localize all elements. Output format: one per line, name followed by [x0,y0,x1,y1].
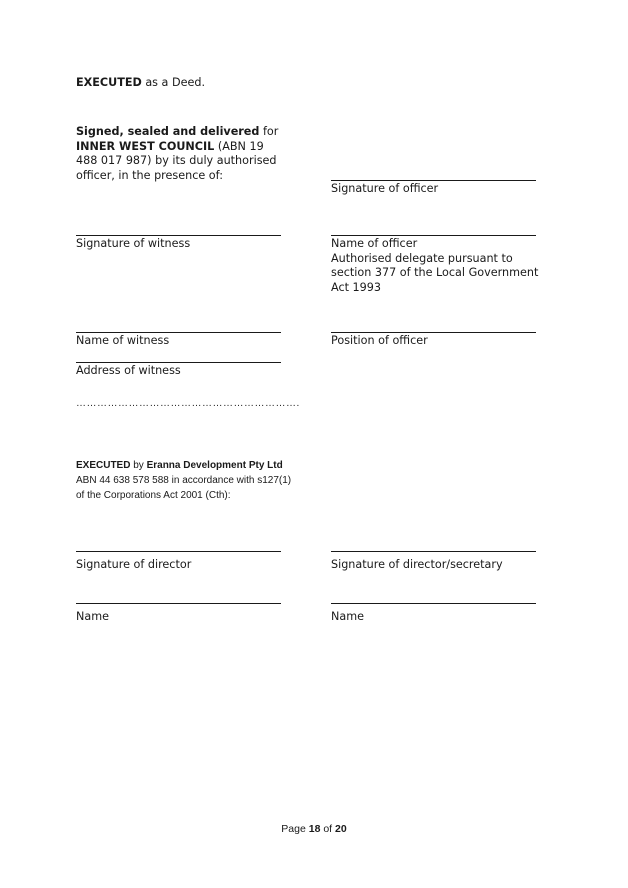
signature-of-director-line[interactable] [76,551,281,552]
executed-rest: as a Deed. [141,76,206,89]
authorised-delegate-line3: Act 1993 [331,280,382,294]
page-current: 18 [308,823,321,835]
name-of-officer-line[interactable] [331,235,536,236]
signature-of-officer-line[interactable] [331,180,536,181]
position-of-officer-label: Position of officer [331,334,428,347]
director-name-label: Name [76,610,110,623]
authorised-delegate-line1: Authorised delegate pursuant to [331,251,513,265]
signature-of-director-secretary-line[interactable] [331,551,536,552]
name-of-witness-label: Name of witness [76,334,170,347]
address-of-witness-line[interactable] [76,362,281,363]
council-signing-block [76,125,286,183]
company-name: Eranna Development Pty Ltd [146,460,283,471]
page-footer [0,822,628,837]
company-act-line: of the Corporations Act 2001 (Cth): [76,490,231,501]
name-of-officer-label: Name of officer [331,237,418,250]
signed-for: for [259,125,279,138]
council-name: INNER WEST COUNCIL [76,139,215,153]
company-signing-block [76,458,306,503]
name-of-witness-line[interactable] [76,332,281,333]
address-of-witness-label: Address of witness [76,364,181,377]
director-secretary-name-line[interactable] [331,603,536,604]
of-word: of [320,823,336,835]
signature-of-director-label: Signature of director [76,558,192,571]
signature-of-officer-label: Signature of officer [331,182,439,195]
director-name-line[interactable] [76,603,281,604]
signature-of-director-secretary-label: Signature of director/secretary [331,558,503,571]
signed-line [76,125,286,140]
director-secretary-name-label: Name [331,610,365,623]
abn-part1: (ABN 19 [214,139,264,153]
company-abn-line: ABN 44 638 578 588 in accordance with s127(1) [76,475,292,486]
abn-line-3: officer, in the presence of: [76,168,223,182]
executed-deed-line [76,76,205,91]
signature-of-witness-line[interactable] [76,235,281,236]
page-word: Page [281,823,309,835]
executed-bold: EXECUTED [76,76,142,89]
position-of-officer-line[interactable] [331,332,536,333]
company-executed-bold: EXECUTED [76,460,131,471]
officer-details [331,237,541,295]
signature-of-witness-label: Signature of witness [76,237,191,250]
council-line [76,140,286,155]
address-dotted-line[interactable]: ………………………………………………………. [76,398,300,409]
company-by: by [130,460,147,471]
signed-sealed-delivered: Signed, sealed and delivered [76,125,260,138]
authorised-delegate-line2: section 377 of the Local Government [331,266,539,279]
company-executed-line [76,458,306,473]
abn-line-2: 488 017 987) by its duly authorised [76,154,277,167]
page-total: 20 [335,823,347,835]
